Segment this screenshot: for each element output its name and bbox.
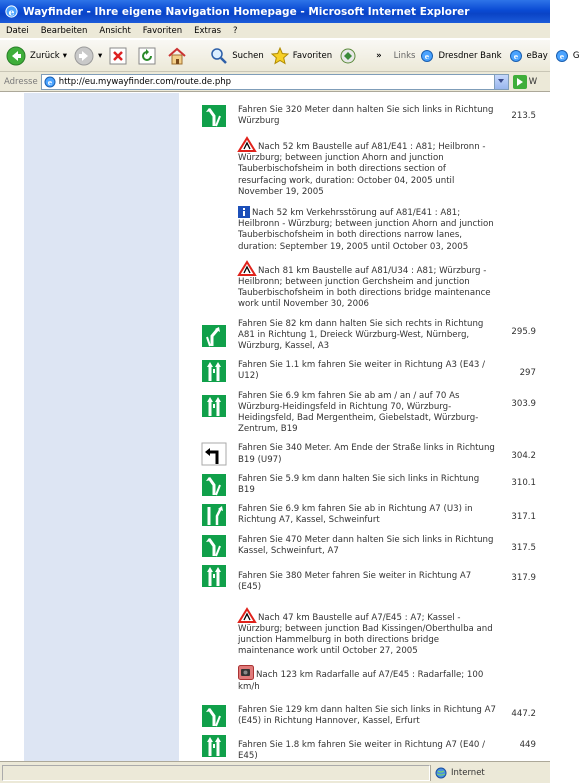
- back-label: Zurück: [30, 50, 60, 61]
- continue-straight-sign-icon: [202, 395, 226, 417]
- ie-logo-icon: [4, 4, 19, 19]
- route-step-text: Fahren Sie 5.9 km dann halten Sie sich links in Richtung B19: [238, 473, 480, 496]
- back-button[interactable]: [6, 46, 67, 66]
- route-step-distance: 304.2: [511, 451, 536, 462]
- address-bar: [0, 72, 550, 92]
- links-label: Links: [393, 50, 416, 61]
- route-step-text: Fahren Sie 1.1 km fahren Sie weiter in Richtung A3 (E43 / U12): [238, 360, 486, 382]
- traffic-note-2: [202, 202, 496, 257]
- route-step-distance: 317.9: [511, 573, 536, 584]
- info-icon: [238, 206, 250, 218]
- link-page-icon: [509, 49, 523, 63]
- refresh-button[interactable]: [138, 47, 160, 65]
- turn-left-sign-icon: [202, 443, 226, 465]
- favorites-button[interactable]: [271, 47, 332, 65]
- link-g[interactable]: [555, 49, 579, 63]
- traffic-note-1: [202, 133, 496, 202]
- radar-camera-icon: [238, 665, 254, 680]
- stop-icon: [109, 47, 127, 65]
- chevron-down-icon: [495, 75, 507, 87]
- route-step-6: [202, 500, 550, 530]
- route-step-7: [202, 531, 550, 561]
- traffic-note-3: [202, 257, 496, 315]
- menu-bar: [0, 23, 550, 39]
- address-dropdown-button[interactable]: [494, 75, 508, 89]
- svg-text:e: e: [8, 7, 15, 19]
- svg-text:e: e: [513, 51, 518, 61]
- refresh-icon: [138, 47, 156, 65]
- home-button[interactable]: [167, 47, 191, 65]
- route-step-0: [202, 93, 550, 133]
- stop-button[interactable]: [109, 47, 131, 65]
- route-step-distance: 297: [519, 368, 536, 379]
- go-button[interactable]: [513, 75, 537, 89]
- route-step-2: [202, 356, 550, 386]
- route-step-distance: 213.5: [511, 111, 536, 121]
- go-label: W: [528, 76, 538, 87]
- page-icon: [44, 76, 56, 88]
- search-label: Suchen: [232, 50, 264, 61]
- forward-dropdown-icon[interactable]: ▾: [97, 50, 103, 61]
- keep-left-sign-icon: [202, 705, 226, 727]
- route-step-distance: 447.2: [511, 708, 536, 719]
- menu-favoriten[interactable]: Favoriten: [142, 25, 183, 36]
- forward-arrow-icon: [74, 46, 94, 66]
- route-step-text: Fahren Sie 380 Meter fahren Sie weiter in Richtung A7 (E45): [238, 571, 472, 593]
- route-step-text: Fahren Sie 129 km dann halten Sie sich links in Richtung A7 (E45) in Richtung Hannover, Kassel, Erfurt: [238, 704, 496, 726]
- link-ebay[interactable]: [509, 49, 548, 63]
- internet-globe-icon: [435, 767, 447, 779]
- traffic-note-text: Nach 123 km Radarfalle auf A7/E45 : Radarfalle; 100 km/h: [238, 670, 484, 692]
- traffic-note-text: Nach 47 km Baustelle auf A7/E45 : A7; Kassel - Würzburg; between junction Bad Kissingen/Oberthulba and junction Hammelburg in both directions bridge maintenance work until October 27, 2005: [238, 612, 493, 657]
- route-step-text: Fahren Sie 1.8 km fahren Sie weiter in Richtung A7 (E40 / E45): [238, 740, 486, 762]
- media-icon: [339, 47, 357, 65]
- route-step-text: Fahren Sie 320 Meter dann halten Sie sich links in Richtung Würzburg: [238, 105, 494, 127]
- search-button[interactable]: [210, 47, 263, 65]
- continue-straight-sign-icon: [202, 735, 226, 757]
- route-step-text: Fahren Sie 470 Meter dann halten Sie sich links in Richtung Kassel, Schweinfurt, A7: [238, 534, 494, 556]
- route-step-distance: 449: [519, 740, 536, 751]
- address-url: http://eu.mywayfinder.com/route.de.php: [58, 76, 232, 87]
- traffic-note-text: Nach 81 km Baustelle auf A81/U34 : A81; Würzburg - Heilbronn; between junction Gerchsheim and junction Tauberbischofsheim in both directions bridge maintenance work until November 30, 2006: [238, 265, 491, 310]
- toolbar-overflow[interactable]: »: [376, 50, 382, 61]
- route-step-5: [202, 470, 550, 500]
- route-step-text: Fahren Sie 6.9 km fahren Sie ab am / an / auf 70 As Würzburg-Heidingsfeld in Richtung 70, Würzburg-Heidingsfeld, Bad Mergentheim, Giebelstadt, Würzburg-Zentrum, B19: [238, 390, 479, 435]
- link-g-label: G: [572, 50, 579, 61]
- favorites-label: Favoriten: [292, 50, 333, 61]
- back-arrow-icon: [6, 46, 26, 66]
- exit-right-sign-icon: [202, 504, 226, 526]
- address-label: Adresse: [4, 76, 38, 87]
- window-title: Wayfinder - Ihre eigene Navigation Homepage - Microsoft Internet Explorer: [23, 5, 470, 18]
- route-list: [202, 93, 550, 767]
- route-step-text: Fahren Sie 340 Meter. Am Ende der Straße links in Richtung B19 (U97): [238, 443, 495, 465]
- route-step-1: [202, 315, 550, 357]
- svg-text:e: e: [559, 51, 565, 61]
- roadworks-warning-icon: [238, 261, 256, 276]
- menu-ansicht[interactable]: Ansicht: [99, 25, 131, 36]
- security-zone: [430, 765, 550, 781]
- route-step-distance: 317.1: [511, 512, 536, 523]
- route-step-3: [202, 387, 550, 440]
- traffic-note-4: [202, 598, 496, 662]
- menu-extras[interactable]: Extras: [194, 25, 222, 36]
- svg-text:e: e: [47, 77, 52, 87]
- favorites-star-icon: [271, 47, 289, 65]
- route-step-4: [202, 439, 550, 469]
- route-step-8: [202, 561, 550, 597]
- back-dropdown-icon[interactable]: ▾: [62, 50, 67, 61]
- route-step-text: Fahren Sie 6.9 km fahren Sie ab in Richtung A7 (U3) in Richtung A7, Kassel, Schweinfurt: [238, 504, 473, 526]
- left-blue-panel: [24, 93, 179, 761]
- traffic-note-5: [202, 661, 496, 696]
- keep-right-sign-icon: [202, 325, 226, 347]
- forward-button[interactable]: [74, 46, 102, 66]
- security-zone-label: Internet: [451, 767, 485, 778]
- link-page-icon: [555, 49, 569, 63]
- status-text-area: [2, 765, 430, 781]
- svg-text:e: e: [425, 51, 430, 61]
- route-step-distance: 317.5: [511, 542, 536, 553]
- route-step-distance: 310.1: [511, 477, 536, 488]
- roadworks-warning-icon: [238, 608, 256, 623]
- link-dresdner-bank-label: Dresdner Bank: [438, 50, 502, 61]
- left-margin: [0, 93, 24, 761]
- route-step-distance: 303.9: [511, 398, 536, 409]
- status-bar: [0, 761, 550, 783]
- page-content: [0, 93, 550, 761]
- title-bar: [0, 0, 550, 23]
- keep-left-sign-icon: [202, 474, 226, 496]
- continue-straight-sign-icon: [202, 360, 226, 382]
- link-dresdner-bank[interactable]: [420, 49, 501, 63]
- route-step-9: [202, 697, 550, 731]
- go-arrow-icon: [513, 75, 527, 89]
- media-button[interactable]: [339, 47, 361, 65]
- link-ebay-label: eBay: [526, 50, 548, 61]
- home-icon: [167, 47, 187, 65]
- traffic-note-text: Nach 52 km Verkehrsstörung auf A81/E41 : A81; Heilbronn - Würzburg; between junction Ahorn and junction Tauberbischofsheim in both directions narrow lanes, duration: September 19, 2005 until October 03, 2005: [238, 208, 494, 252]
- address-input[interactable]: [41, 74, 509, 90]
- keep-left-sign-icon: [202, 105, 226, 127]
- roadworks-warning-icon: [238, 137, 256, 152]
- traffic-note-text: Nach 52 km Baustelle auf A81/E41 : A81; Heilbronn - Würzburg; between junction Ahorn and junction Tauberbischofsheim in both directions section of resurfacing work, duration: October 04, 2005 until November 19, 2005: [238, 142, 486, 197]
- route-step-distance: 295.9: [511, 326, 536, 337]
- search-icon: [210, 47, 228, 65]
- continue-straight-sign-icon: [202, 565, 226, 587]
- route-step-text: Fahren Sie 82 km dann halten Sie sich rechts in Richtung A81 in Richtung 1, Dreieck Würzburg-West, Nürnberg, Würzburg, Kassel, A3: [238, 318, 484, 352]
- menu-datei[interactable]: Datei: [6, 25, 29, 36]
- menu-bearbeiten[interactable]: Bearbeiten: [40, 25, 88, 36]
- keep-left-sign-icon: [202, 535, 226, 557]
- menu-help[interactable]: ?: [233, 25, 238, 36]
- toolbar: [0, 40, 579, 72]
- link-page-icon: [420, 49, 434, 63]
